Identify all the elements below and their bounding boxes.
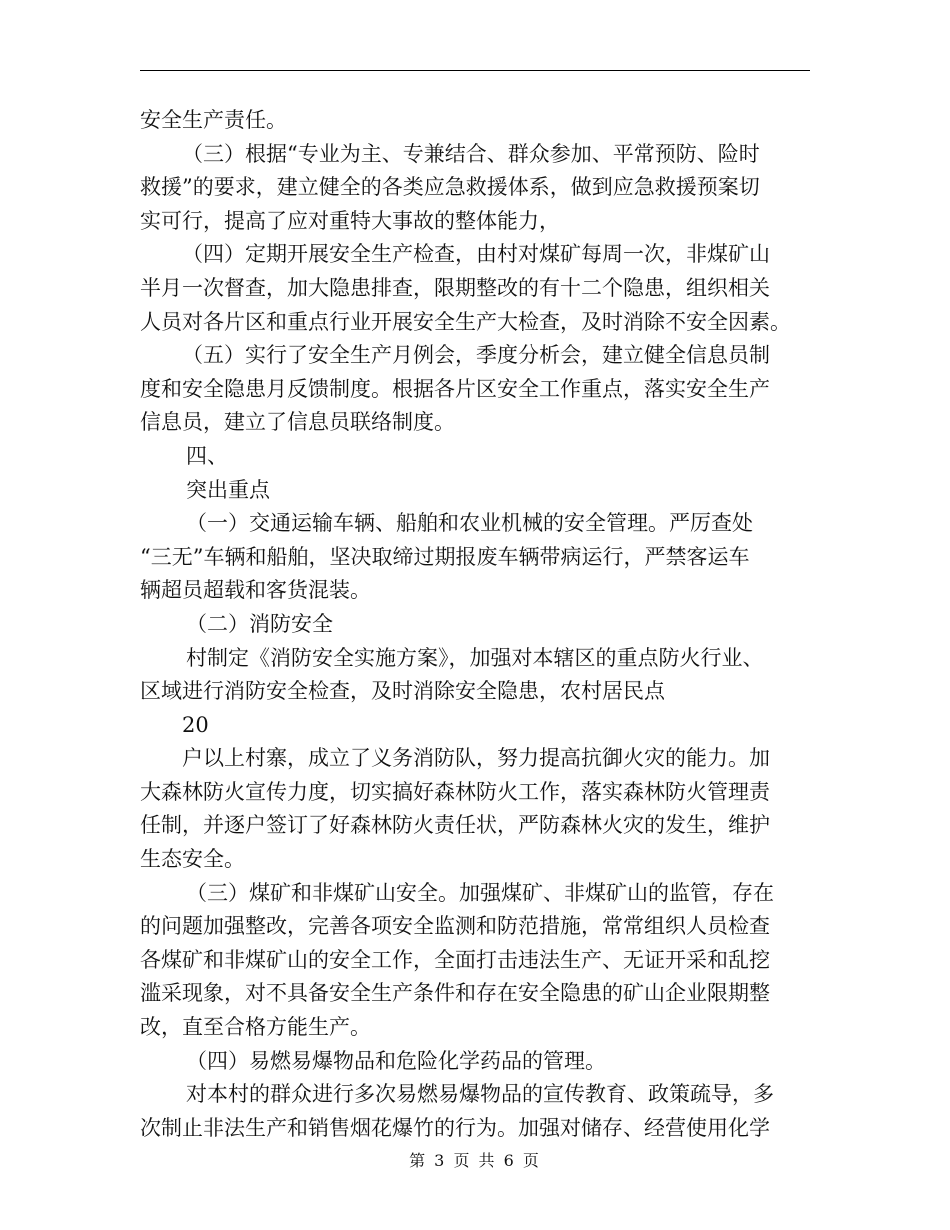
text-line: 户以上村寨，成立了义务消防队，努力提高抗御火灾的能力。加 [182, 746, 770, 771]
text-line: （三）煤矿和非煤矿山安全。加强煤矿、非煤矿山的监管，存在 [186, 880, 774, 905]
text-line: 大森林防火宣传力度，切实搞好森林防火工作，落实森林防火管理责 [140, 779, 770, 804]
text-line: 信息员，建立了信息员联络制度。 [140, 410, 455, 435]
text-line: （四）定期开展安全生产检查，由村对煤矿每周一次，非煤矿山 [182, 242, 770, 267]
text-line: （五）实行了安全生产月例会，季度分析会，建立健全信息员制 [182, 343, 770, 368]
page-footer: 第 3 页 共 6 页 [409, 1151, 541, 1170]
text-line: 人员对各片区和重点行业开展安全生产大检查，及时消除不安全因素。 [140, 309, 791, 334]
text-line: 四、 [186, 443, 228, 468]
text-line: 区域进行消防安全检查，及时消除安全隐患，农村居民点 [140, 679, 665, 704]
text-line: 任制，并逐户签订了好森林防火责任状，严防森林火灾的发生，维护 [140, 813, 770, 838]
text-line: 半月一次督查，加大隐患排查，限期整改的有十二个隐患，组织相关 [140, 275, 770, 300]
text-line: 生态安全。 [140, 847, 245, 872]
header-rule [140, 70, 810, 71]
text-line: （三）根据“专业为主、专兼结合、群众参加、平常预防、险时 [182, 141, 760, 166]
text-line: “三无”车辆和船舶，坚决取缔过期报废车辆带病运行，严禁客运车 [140, 544, 750, 569]
text-line: 对本村的群众进行多次易燃易爆物品的宣传教育、政策疏导，多 [186, 1082, 774, 1107]
text-line: 的问题加强整改，完善各项安全监测和防范措施，常常组织人员检查 [140, 914, 770, 939]
text-line: 突出重点 [186, 477, 270, 502]
text-line: 安全生产责任。 [140, 108, 287, 132]
text-line: 各煤矿和非煤矿山的安全工作，全面打击违法生产、无证开采和乱挖 [140, 947, 770, 972]
text-line: （四）易燃易爆物品和危险化学药品的管理。 [186, 1048, 606, 1073]
text-line: 20 [182, 712, 209, 737]
text-line: 实可行，提高了应对重特大事故的整体能力， [140, 208, 560, 233]
text-line: 次制止非法生产和销售烟花爆竹的行为。加强对储存、经营使用化学 [140, 1115, 770, 1140]
text-line: 度和安全隐患月反馈制度。根据各片区安全工作重点，落实安全生产 [140, 376, 770, 401]
text-line: 辆超员超载和客货混装。 [140, 578, 371, 603]
text-line: 滥采现象，对不具备安全生产条件和存在安全隐患的矿山企业限期整 [140, 981, 770, 1006]
text-line: 救援”的要求，建立健全的各类应急救援体系，做到应急救援预案切 [140, 175, 760, 200]
text-line: 改，直至合格方能生产。 [140, 1015, 371, 1040]
text-line: 村制定《消防安全实施方案》，加强对本辖区的重点防火行业、 [186, 645, 764, 670]
body-text [140, 104, 815, 1145]
text-line: （二）消防安全 [186, 611, 333, 636]
text-line: （一）交通运输车辆、船舶和农业机械的安全管理。严厉查处 [186, 511, 753, 536]
